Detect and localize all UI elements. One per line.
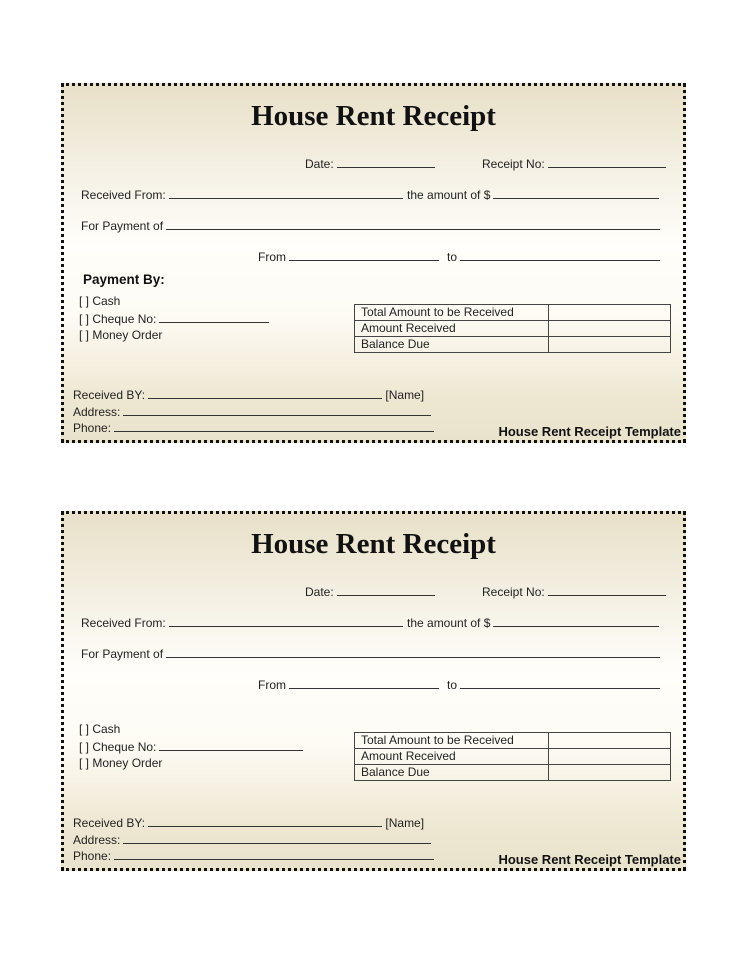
date-label: Date:: [305, 157, 334, 171]
address-field: [73, 832, 431, 847]
received-by-label: Received BY:: [73, 816, 146, 830]
to-field: [447, 249, 660, 264]
table-row: [355, 749, 671, 765]
received-by-field: [73, 815, 424, 830]
phone-field: [73, 420, 434, 435]
payment-option-cheque: [79, 311, 269, 326]
table-row: [355, 337, 671, 353]
from-label: From: [258, 678, 286, 692]
total-amount-value[interactable]: [549, 733, 671, 749]
received-from-input[interactable]: [169, 615, 403, 627]
date-field: [305, 156, 435, 171]
cheque-no-input[interactable]: [159, 739, 303, 751]
payment-by-heading: Payment By:: [83, 272, 165, 287]
received-from-field: [81, 187, 403, 202]
phone-field: [73, 848, 434, 863]
receipt-no-input[interactable]: [548, 156, 666, 168]
amount-of-label: the amount of $: [407, 188, 491, 202]
table-row: [355, 321, 671, 337]
receipt-title: House Rent Receipt: [251, 528, 496, 560]
amount-field: [407, 187, 659, 202]
receipt-form-1: [61, 83, 686, 443]
amount-input[interactable]: [493, 187, 659, 199]
template-footer-label: House Rent Receipt Template: [498, 852, 681, 867]
cheque-no-input[interactable]: [159, 311, 269, 323]
amount-summary-table: [354, 304, 671, 353]
received-by-field: [73, 387, 424, 402]
for-payment-input[interactable]: [166, 218, 660, 230]
receipt-form-2: [61, 511, 686, 871]
receipt-no-field: [482, 584, 666, 599]
received-by-label: Received BY:: [73, 388, 146, 402]
for-payment-field: [81, 218, 660, 233]
phone-label: Phone:: [73, 849, 112, 863]
received-from-label: Received From:: [81, 188, 166, 202]
amount-received-label: Amount Received: [355, 749, 549, 765]
total-amount-label: Total Amount to be Received: [355, 733, 549, 749]
from-field: [258, 249, 439, 264]
amount-summary-table: [354, 732, 671, 781]
name-hint: [Name]: [385, 816, 425, 830]
receipt-no-input[interactable]: [548, 584, 666, 596]
received-from-input[interactable]: [169, 187, 403, 199]
cheque-label[interactable]: [ ] Cheque No:: [79, 312, 157, 326]
date-label: Date:: [305, 585, 334, 599]
phone-input[interactable]: [114, 420, 434, 432]
from-input[interactable]: [289, 677, 439, 689]
receipt-no-label: Receipt No:: [482, 585, 545, 599]
payment-option-cash[interactable]: [ ] Cash: [79, 294, 121, 308]
amount-received-label: Amount Received: [355, 321, 549, 337]
balance-due-label: Balance Due: [355, 337, 549, 353]
address-input[interactable]: [123, 404, 431, 416]
total-amount-label: Total Amount to be Received: [355, 305, 549, 321]
amount-received-value[interactable]: [549, 749, 671, 765]
template-footer-label: House Rent Receipt Template: [498, 424, 681, 439]
balance-due-value[interactable]: [549, 337, 671, 353]
date-field: [305, 584, 435, 599]
from-field: [258, 677, 439, 692]
amount-of-label: the amount of $: [407, 616, 491, 630]
table-row: [355, 765, 671, 781]
phone-input[interactable]: [114, 848, 434, 860]
date-input[interactable]: [337, 584, 435, 596]
address-label: Address:: [73, 833, 121, 847]
payment-option-money-order[interactable]: [ ] Money Order: [79, 328, 163, 342]
payment-option-cash[interactable]: [ ] Cash: [79, 722, 121, 736]
amount-input[interactable]: [493, 615, 659, 627]
received-from-label: Received From:: [81, 616, 166, 630]
for-payment-input[interactable]: [166, 646, 660, 658]
amount-received-value[interactable]: [549, 321, 671, 337]
table-row: [355, 733, 671, 749]
received-by-input[interactable]: [148, 815, 382, 827]
address-label: Address:: [73, 405, 121, 419]
for-payment-field: [81, 646, 660, 661]
address-field: [73, 404, 431, 419]
received-from-field: [81, 615, 403, 630]
to-field: [447, 677, 660, 692]
payment-option-money-order[interactable]: [ ] Money Order: [79, 756, 163, 770]
receipt-no-label: Receipt No:: [482, 157, 545, 171]
from-label: From: [258, 250, 286, 264]
for-payment-label: For Payment of: [81, 219, 164, 233]
received-by-input[interactable]: [148, 387, 382, 399]
balance-due-value[interactable]: [549, 765, 671, 781]
date-input[interactable]: [337, 156, 435, 168]
balance-due-label: Balance Due: [355, 765, 549, 781]
address-input[interactable]: [123, 832, 431, 844]
to-input[interactable]: [460, 249, 660, 261]
payment-option-cheque: [79, 739, 303, 754]
cheque-label[interactable]: [ ] Cheque No:: [79, 740, 157, 754]
table-row: [355, 305, 671, 321]
for-payment-label: For Payment of: [81, 647, 164, 661]
to-label: to: [447, 250, 458, 264]
receipt-title: House Rent Receipt: [251, 100, 496, 132]
from-input[interactable]: [289, 249, 439, 261]
total-amount-value[interactable]: [549, 305, 671, 321]
phone-label: Phone:: [73, 421, 112, 435]
amount-field: [407, 615, 659, 630]
name-hint: [Name]: [385, 388, 425, 402]
to-input[interactable]: [460, 677, 660, 689]
receipt-no-field: [482, 156, 666, 171]
to-label: to: [447, 678, 458, 692]
